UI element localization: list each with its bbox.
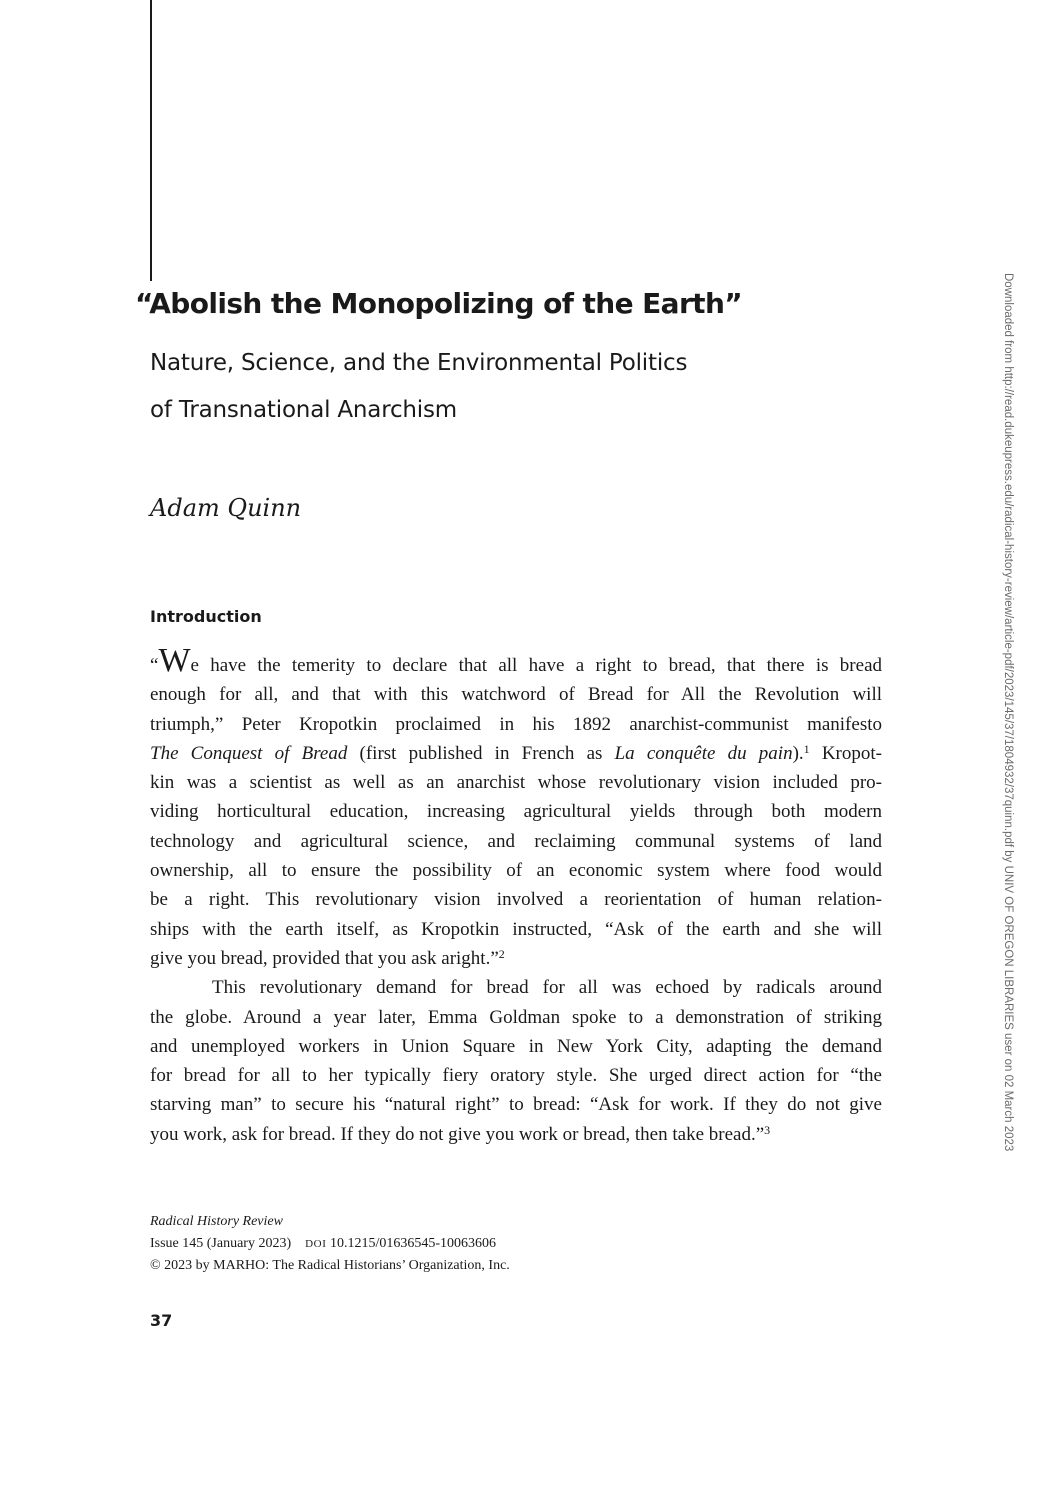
- left-margin-rule: [150, 0, 152, 281]
- subtitle-line: Nature, Science, and the Environmental Politics: [150, 350, 688, 376]
- footnote-marker[interactable]: 1: [803, 741, 810, 756]
- body-line: starving man” to secure his “natural right” to bread: “Ask for work. If they do not give: [150, 1094, 882, 1116]
- body-line: This revolutionary demand for bread for all was echoed by radicals around: [212, 977, 882, 999]
- article-subtitle: [150, 340, 687, 434]
- body-line: be a right. This revolutionary vision involved a reorientation of human relation-: [150, 889, 882, 911]
- body-line: and unemployed workers in Union Square in New York City, adapting the demand: [150, 1035, 882, 1057]
- body-line: enough for all, and that with this watchword of Bread for All the Revolution will: [150, 684, 882, 706]
- article-title: “Abolish the Monopolizing of the Earth”: [135, 287, 743, 320]
- footnote-marker[interactable]: 3: [764, 1122, 771, 1137]
- doi-value[interactable]: 10.1215/01636545-10063606: [330, 1236, 497, 1251]
- body-line: triumph,” Peter Kropotkin proclaimed in his 1892 anarchist-communist manifesto: [150, 713, 882, 735]
- body-line: for bread for all to her typically fiery oratory style. She urged direct action for “the: [150, 1065, 882, 1087]
- section-heading: Introduction: [150, 607, 262, 626]
- book-title-french: La conquête du pain: [614, 742, 793, 764]
- body-line: the globe. Around a year later, Emma Goldman spoke to a demonstration of striking: [150, 1006, 882, 1028]
- body-line: technology and agricultural science, and reclaiming communal systems of land: [150, 830, 882, 852]
- body-line: you work, ask for bread. If they do not give you work or bread, then take bread.”$^3$: [150, 1122, 771, 1145]
- download-watermark: Downloaded from http://read.dukeupress.edu/radical-history-review/article-pdf/2023/145/37/1804932/37quinn.pdf by UNIV OF OREGON LIBRARIES user on 02 March 2023: [1002, 273, 1014, 1152]
- issue-doi-row: [150, 1233, 510, 1255]
- subtitle-line: of Transnational Anarchism: [150, 397, 457, 423]
- body-line: viding horticultural education, increasing agricultural yields through both modern: [150, 801, 882, 823]
- article-author: Adam Quinn: [150, 494, 302, 522]
- journal-name: Radical History Review: [150, 1214, 283, 1229]
- issue-info: Issue 145 (January 2023): [150, 1236, 292, 1251]
- article-body: [150, 642, 882, 1149]
- body-line: ownership, all to ensure the possibility of an economic system where food would: [150, 860, 882, 882]
- footnote-marker[interactable]: 2: [498, 946, 505, 961]
- opening-quote: “: [150, 655, 159, 676]
- drop-cap: W: [158, 642, 191, 679]
- body-line: “We have the temerity to declare that all have a right to bread, that there is bread: [150, 642, 882, 679]
- book-title: The Conquest of Bread: [150, 742, 348, 764]
- body-line: kin was a scientist as well as an anarchist whose revolutionary vision included pro-: [150, 772, 882, 794]
- body-line: ships with the earth itself, as Kropotkin instructed, “Ask of the earth and she will: [150, 918, 882, 940]
- publication-footer: [150, 1211, 510, 1277]
- body-line: The Conquest of Bread (first published in French as La conquête du pain).$^1$ Kropot-: [150, 741, 882, 764]
- page-number: 37: [150, 1311, 173, 1330]
- body-line: give you bread, provided that you ask aright.”$^2$: [150, 946, 505, 969]
- copyright-notice: © 2023 by MARHO: The Radical Historians’ Organization, Inc.: [150, 1258, 510, 1273]
- doi-label: DOI: [305, 1238, 327, 1250]
